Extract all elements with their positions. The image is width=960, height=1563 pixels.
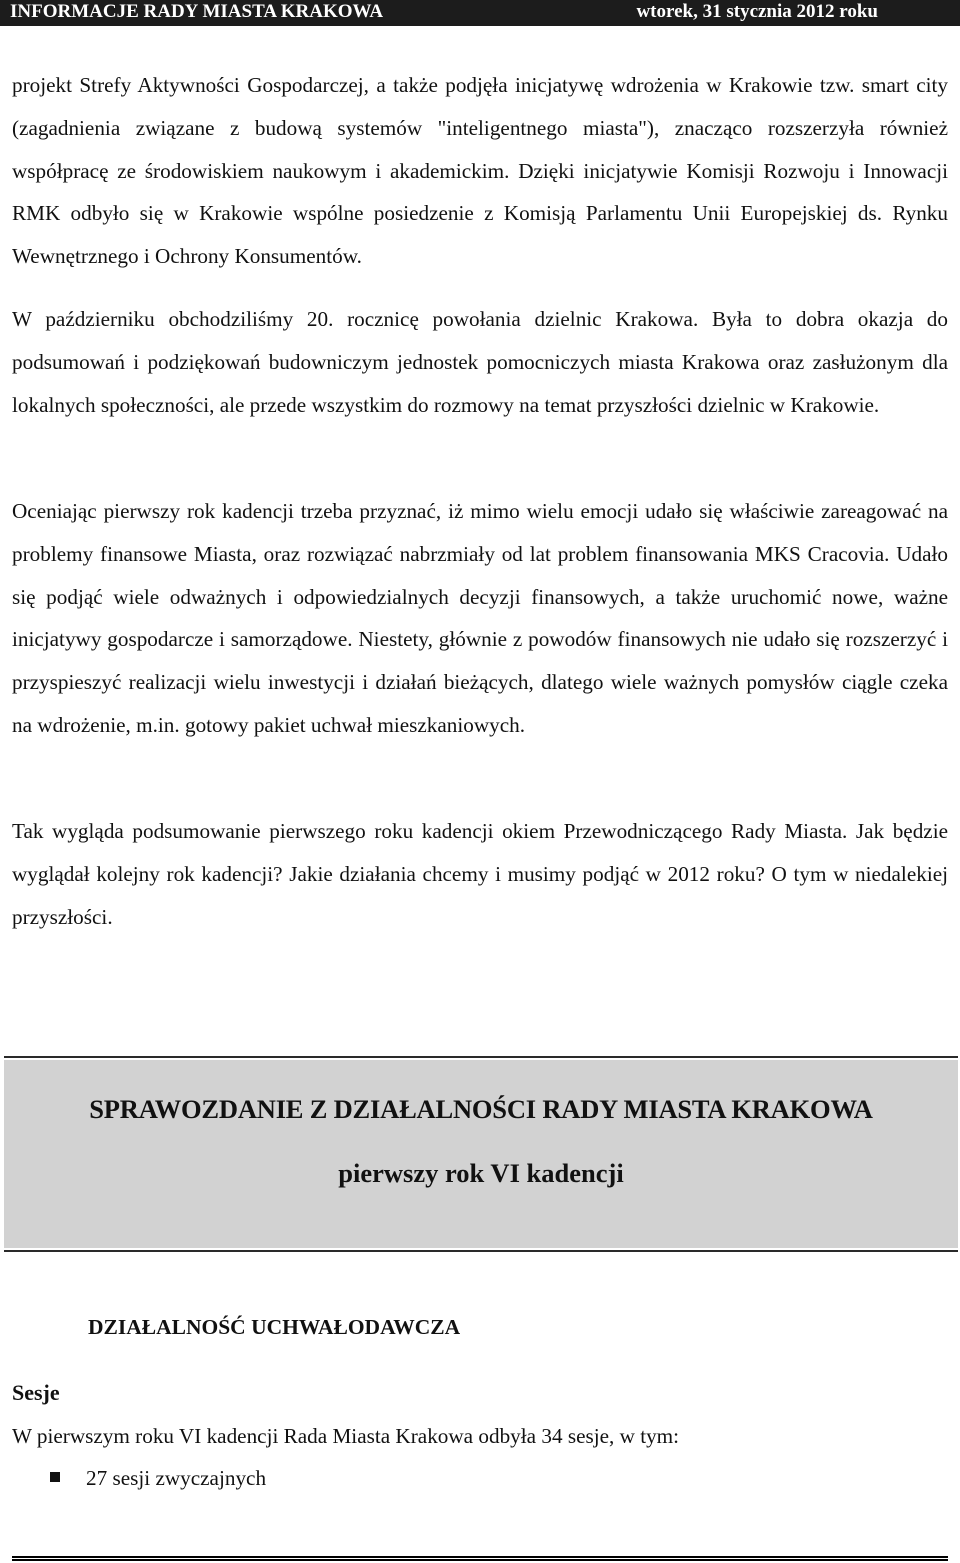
report-title-banner [4,1056,958,1252]
report-title: SPRAWOZDANIE Z DZIAŁALNOŚCI RADY MIASTA KRAKOWA [89,1094,873,1124]
footer-rule [12,1556,948,1558]
running-header [0,0,960,26]
report-subtitle: pierwszy rok VI kadencji [338,1158,624,1188]
sessions-intro: W pierwszym roku VI kadencji Rada Miasta Krakowa odbyła 34 sesje, w tym: [12,1424,680,1448]
square-bullet-icon [50,1472,60,1482]
paragraph-ocena: Oceniając pierwszy rok kadencji trzeba przyznać, iż mimo wielu emocji udało się właściwie zareagować na problemy finansowe Miasta, oraz rozwiązać nabrzmiały od lat problem finansowania MKS Cracovia. Udało się podjąć wiele odważnych i odpowiedzialnych decyzji finansowych, a także uruchomić nowe, ważne inicjatywy gospodarcze i samorządowe. Niestety, głównie z powodów finansowych nie udało się rozszerzyć i przyspieszyć realizacji wielu inwestycji i działań bieżących, dlatego wiele ważnych pomysłów ciągle czeka na wdrożenie, m.in. gotowy pakiet uchwał mieszkaniowych. [12,499,948,737]
list-item: 27 sesji zwyczajnych [86,1466,267,1490]
header-publication-title: INFORMACJE RADY MIASTA KRAKOWA [10,1,384,22]
subheading-sesje: Sesje [12,1380,60,1405]
header-date: wtorek, 31 stycznia 2012 roku [636,1,878,22]
paragraph-dzielnice: W październiku obchodziliśmy 20. rocznicę powołania dzielnic Krakowa. Była to dobra okazja do podsumowań i podziękowań budowniczym jednostek pomocniczych miasta Krakowa oraz zasłużonym dla lokalnych społeczności, ale przede wszystkim do rozmowy na temat przyszłości dzielnic w Krakowie. [12,307,948,417]
section-heading: DZIAŁALNOŚĆ UCHWAŁODAWCZA [88,1315,461,1339]
paragraph-podsumowanie: Tak wygląda podsumowanie pierwszego roku kadencji okiem Przewodniczącego Rady Miasta. Jak będzie wyglądał kolejny rok kadencji? Jakie działania chcemy i musimy podjąć w 2012 roku? O tym w niedalekiej przyszłości. [12,819,948,929]
paragraph-smart-city: projekt Strefy Aktywności Gospodarczej, a także podjęła inicjatywę wdrożenia w Krakowie tzw. smart city (zagadnienia związane z budową systemów "inteligentnego miasta"), znacząco rozszerzyła również współpracę ze środowiskiem naukowym i akademickim. Dzięki inicjatywie Komisji Rozwoju i Innowacji RMK odbyło się w Krakowie wspólne posiedzenie z Komisją Parlamentu Unii Europejskiej ds. Rynku Wewnętrznego i Ochrony Konsumentów. [12,73,948,269]
